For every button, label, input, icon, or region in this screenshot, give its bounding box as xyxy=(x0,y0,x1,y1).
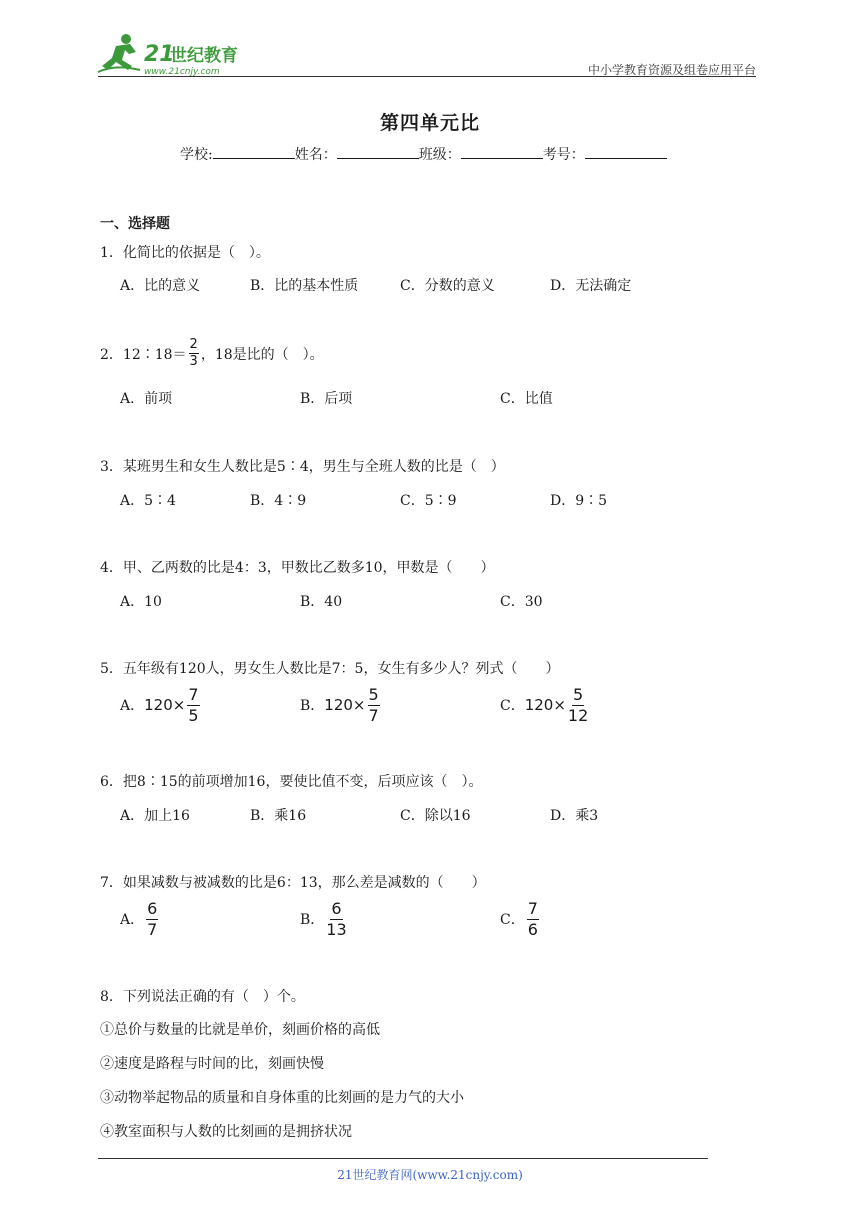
q7b-fraction xyxy=(326,900,346,938)
q2-fraction xyxy=(189,338,199,370)
q5b-den: 7 xyxy=(368,705,379,725)
student-info-line xyxy=(180,144,667,164)
exam-no-label: 考号： xyxy=(542,147,585,163)
q7c-fraction xyxy=(527,900,539,938)
name-blank[interactable] xyxy=(337,144,419,159)
school-label: 学校: xyxy=(180,147,213,163)
q2-option-a[interactable]: A．前项 xyxy=(120,391,173,407)
q3-option-c[interactable]: C．5∶9 xyxy=(400,493,457,509)
logo-url-text: www.21cnjy.com xyxy=(144,67,220,77)
q5a-num: 7 xyxy=(188,685,199,704)
q2-stem-post: ，18是比的（ ）。 xyxy=(200,346,324,363)
q8-statement-1: ①总价与数量的比就是单价，刻画价格的高低 xyxy=(100,1022,380,1038)
q2-stem-pre: 2．12∶18＝ xyxy=(100,346,187,363)
q5c-label: C． xyxy=(500,698,525,715)
q6-option-a[interactable]: A．加上16 xyxy=(120,808,190,824)
q2-fraction-num: 2 xyxy=(189,338,199,354)
footer-divider xyxy=(98,1158,708,1159)
q6-option-d[interactable]: D．乘3 xyxy=(550,808,599,824)
q5b-expression xyxy=(324,686,381,724)
school-blank[interactable] xyxy=(213,144,295,159)
q5c-fraction xyxy=(568,686,588,724)
q7-option-b[interactable] xyxy=(300,900,349,938)
q5b-fraction xyxy=(368,686,380,724)
question-7-stem: 7．如果减数与被减数的比是6：13，那么差是减数的（ ） xyxy=(100,875,486,891)
q5a-label: A． xyxy=(120,698,145,715)
q5a-expression xyxy=(144,686,201,724)
q3-option-d[interactable]: D．9∶5 xyxy=(550,493,608,509)
logo-brand-text: 世纪教育 xyxy=(170,46,238,66)
header-divider xyxy=(98,76,756,77)
q5a-whole: 120× xyxy=(144,696,186,715)
page-title: 第四单元比 xyxy=(379,112,480,134)
q3-option-b[interactable]: B．4∶9 xyxy=(250,493,307,509)
q7b-label: B． xyxy=(300,912,325,929)
question-4-stem: 4．甲、乙两数的比是4：3，甲数比乙数多10，甲数是（ ） xyxy=(100,560,495,576)
q7a-label: A． xyxy=(120,912,145,929)
q7b-den: 13 xyxy=(326,919,347,939)
q5-option-a[interactable] xyxy=(120,686,202,724)
q7-option-c[interactable] xyxy=(500,900,541,938)
q7a-num: 6 xyxy=(147,899,158,918)
q3-option-a[interactable]: A．5∶4 xyxy=(120,493,176,509)
q4-option-c[interactable]: C．30 xyxy=(500,594,543,610)
q7a-fraction xyxy=(146,900,158,938)
question-8-stem: 8．下列说法正确的有（ ）个。 xyxy=(100,989,305,1005)
q8-statement-4: ④教室面积与人数的比刻画的是拥挤状况 xyxy=(100,1124,352,1140)
q7-option-a[interactable] xyxy=(120,900,160,938)
q5a-fraction xyxy=(187,686,199,724)
q1-option-b[interactable]: B．比的基本性质 xyxy=(250,278,359,294)
question-5-stem: 5．五年级有120人，男女生人数比是7：5，女生有多少人？列式（ ） xyxy=(100,661,560,677)
q6-option-b[interactable]: B．乘16 xyxy=(250,808,307,824)
q5-option-b[interactable] xyxy=(300,686,382,724)
question-1-stem: 1．化简比的依据是（ ）。 xyxy=(100,245,270,261)
q2-fraction-den: 3 xyxy=(189,354,198,370)
q5c-whole: 120× xyxy=(524,696,566,715)
q7b-num: 6 xyxy=(331,899,342,918)
q7c-label: C． xyxy=(500,912,525,929)
q8-statement-3: ③动物举起物品的质量和自身体重的比刻画的是力气的大小 xyxy=(100,1090,464,1106)
question-6-stem: 6．把8∶15的前项增加16，要使比值不变，后项应该（ ）。 xyxy=(100,774,483,790)
runner-logo-icon xyxy=(96,30,266,80)
q5-option-c[interactable] xyxy=(500,686,590,724)
q1-option-d[interactable]: D．无法确定 xyxy=(550,278,632,294)
footer-link[interactable]: 21世纪教育网(www.21cnjy.com) xyxy=(337,1168,523,1182)
q2-option-c[interactable]: C．比值 xyxy=(500,391,553,407)
q1-option-a[interactable]: A．比的意义 xyxy=(120,278,201,294)
q5b-label: B． xyxy=(300,698,325,715)
question-2-stem xyxy=(100,338,324,370)
q5c-den: 12 xyxy=(567,705,589,725)
q7a-den: 7 xyxy=(147,919,158,939)
q5b-num: 5 xyxy=(368,685,379,704)
q5c-expression xyxy=(525,686,591,724)
q6-option-c[interactable]: C．除以16 xyxy=(400,808,471,824)
svg-text:21: 21 xyxy=(144,42,175,67)
q5b-whole: 120× xyxy=(324,696,366,715)
exam-no-blank[interactable] xyxy=(585,144,667,159)
class-label: 班级： xyxy=(418,147,461,163)
question-3-stem: 3．某班男生和女生人数比是5∶4，男生与全班人数的比是（ ） xyxy=(100,459,505,475)
class-blank[interactable] xyxy=(461,144,543,159)
brand-logo xyxy=(96,30,266,80)
q5a-den: 5 xyxy=(188,705,199,725)
q7c-den: 6 xyxy=(527,919,538,939)
section-heading: 一、选择题 xyxy=(100,216,170,232)
q7c-num: 7 xyxy=(527,899,538,918)
q1-option-c[interactable]: C．分数的意义 xyxy=(400,278,495,294)
q8-statement-2: ②速度是路程与时间的比，刻画快慢 xyxy=(100,1056,324,1072)
q5c-num: 5 xyxy=(573,685,584,704)
q2-option-b[interactable]: B．后项 xyxy=(300,391,353,407)
name-label: 姓名： xyxy=(294,147,337,163)
q4-option-b[interactable]: B．40 xyxy=(300,594,343,610)
platform-name: 中小学教育资源及组卷应用平台 xyxy=(587,63,756,77)
q4-option-a[interactable]: A．10 xyxy=(120,594,162,610)
